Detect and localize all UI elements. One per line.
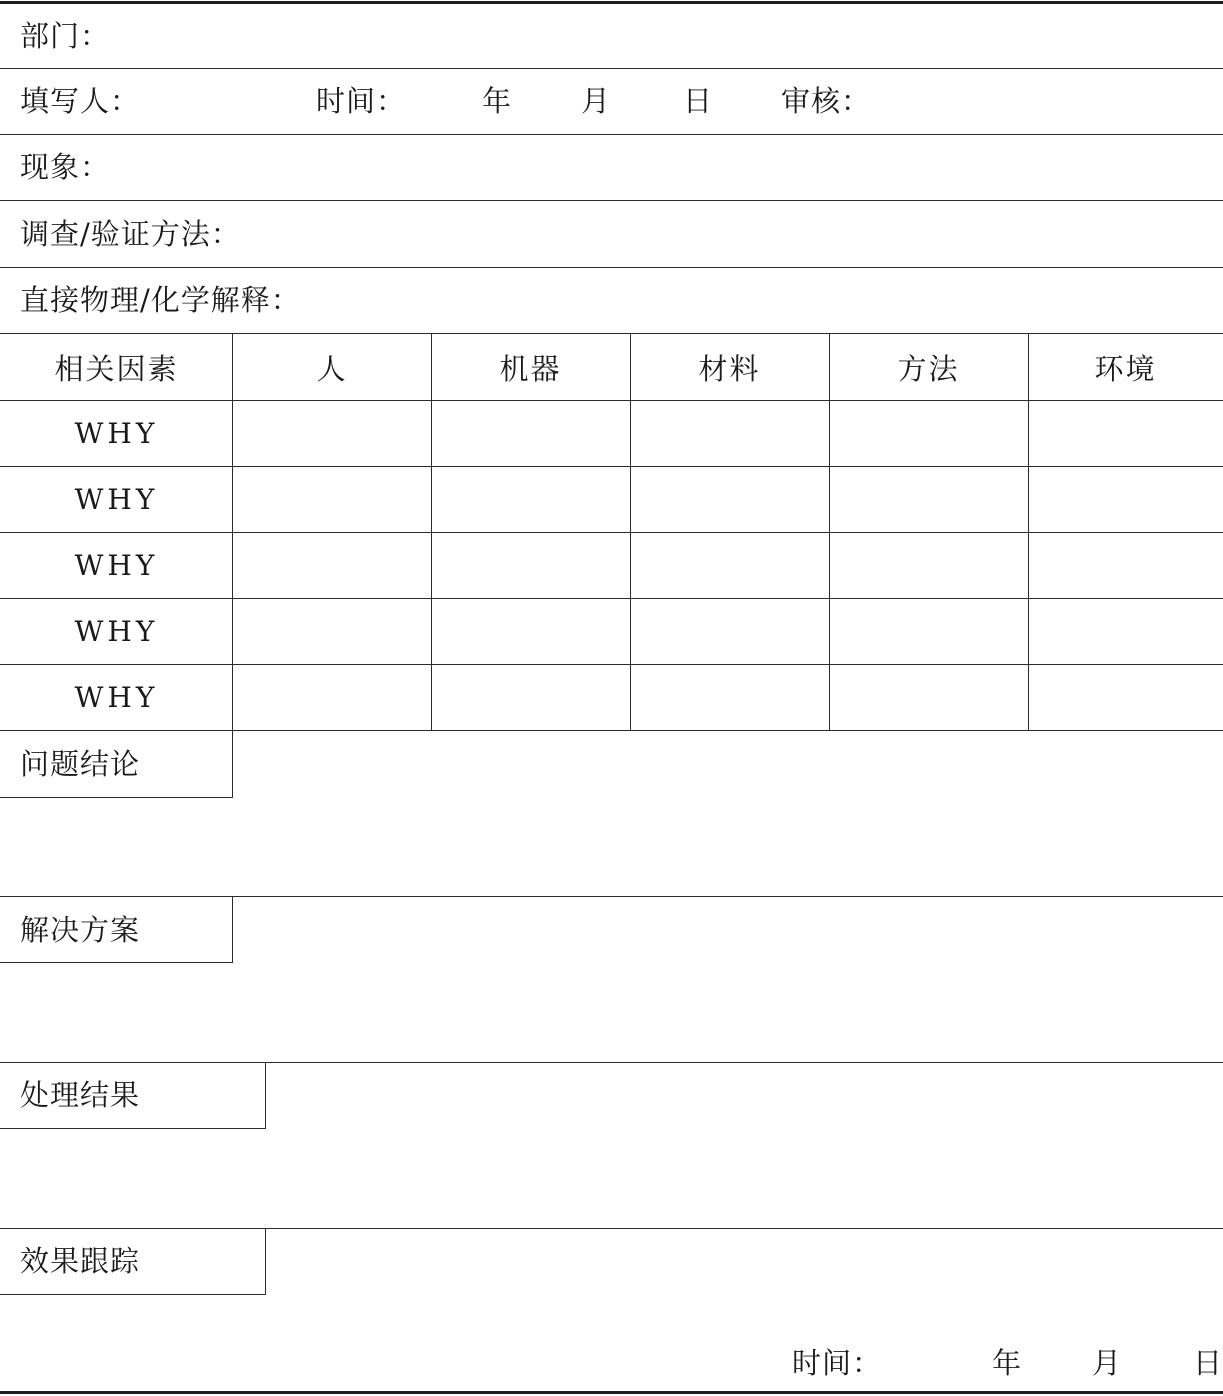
footer-time-label: 时间： (792, 1346, 883, 1380)
method-label: 调查/验证方法： (20, 217, 241, 251)
top-border (0, 1, 1223, 4)
why-row-label: WHY (74, 482, 159, 516)
row-divider (0, 134, 1223, 135)
why-row-label: WHY (74, 548, 159, 582)
why-row-label: WHY (74, 416, 159, 450)
row-divider (0, 200, 1223, 201)
year-label: 年 (482, 84, 513, 118)
filler-label: 填写人： (20, 84, 141, 118)
label-box-bottom (0, 1294, 266, 1295)
tracking-area[interactable] (266, 1229, 1223, 1329)
footer-month-label: 月 (1092, 1346, 1123, 1380)
column-header-machine: 机器 (499, 351, 562, 386)
conclusion-label: 问题结论 (20, 747, 141, 781)
column-divider (232, 333, 233, 798)
row-divider (0, 68, 1223, 69)
label-box-bottom (0, 1128, 266, 1129)
column-header-method: 方法 (897, 351, 960, 386)
time-label: 时间： (316, 84, 407, 118)
why-row-label: WHY (74, 680, 159, 714)
row-divider (0, 267, 1223, 268)
column-header-environment: 环境 (1094, 351, 1157, 386)
label-box-bottom (0, 797, 233, 798)
result-area[interactable] (266, 1063, 1223, 1228)
reviewer-label: 审核： (781, 84, 872, 118)
department-label: 部门： (20, 19, 111, 53)
phenomenon-label: 现象： (20, 150, 111, 184)
column-divider (1028, 333, 1029, 731)
column-divider (431, 333, 432, 731)
column-divider (630, 333, 631, 731)
column-header-factor: 相关因素 (54, 351, 179, 386)
bottom-border (0, 1391, 1223, 1394)
footer-year-label: 年 (992, 1346, 1023, 1380)
solution-label: 解决方案 (20, 913, 141, 947)
explanation-label: 直接物理/化学解释： (20, 283, 301, 317)
conclusion-area[interactable] (233, 731, 1223, 896)
month-label: 月 (581, 84, 612, 118)
column-header-material: 材料 (698, 351, 761, 386)
why-row-label: WHY (74, 614, 159, 648)
day-label: 日 (683, 84, 714, 118)
tracking-label: 效果跟踪 (20, 1244, 141, 1278)
column-header-person: 人 (316, 351, 348, 386)
footer-day-label: 日 (1193, 1346, 1223, 1380)
result-label: 处理结果 (20, 1078, 141, 1112)
label-box-bottom (0, 962, 233, 963)
solution-area[interactable] (233, 897, 1223, 1062)
column-divider (829, 333, 830, 731)
